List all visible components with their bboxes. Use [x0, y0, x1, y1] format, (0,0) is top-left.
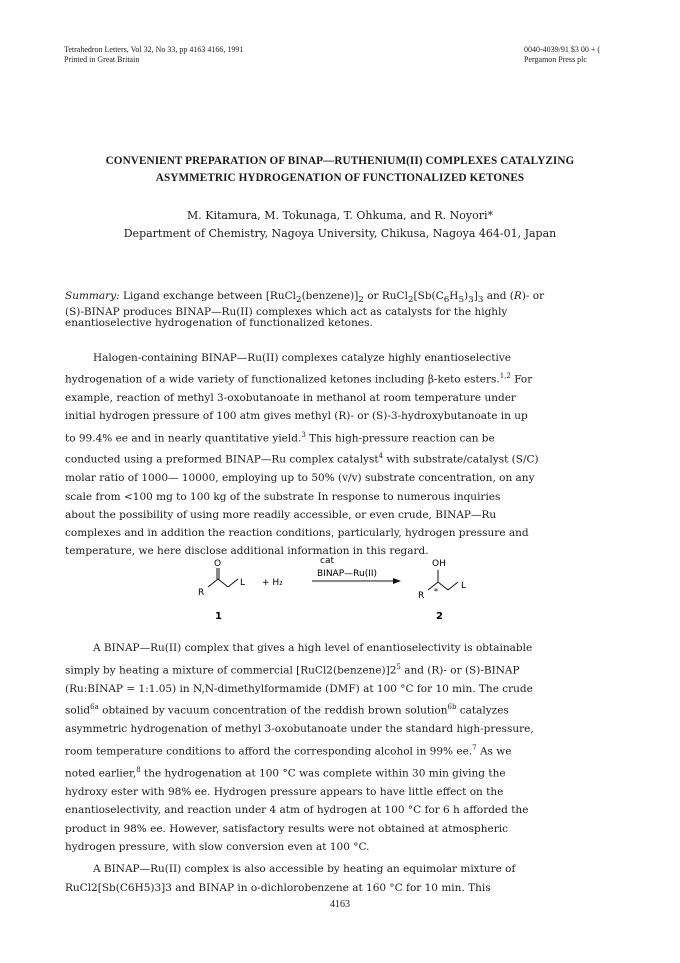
- paragraph-line: A BINAP—Ru(II) complex that gives a high level of enantioselectivity is obtainable: [93, 642, 533, 654]
- paragraph-line: enantioselectivity, and reaction under 4 atm of hydrogen at 100 °C for 6 h afforded the: [65, 804, 529, 816]
- citation-line: Tetrahedron Letters, Vol 32, No 33, pp 4163 4166, 1991: [64, 45, 244, 54]
- summary-text: and (: [483, 290, 514, 302]
- reaction-scheme: [190, 543, 520, 623]
- summary-text: )- or: [521, 290, 545, 302]
- author-block: [60, 207, 620, 243]
- paragraph-3: [65, 860, 613, 897]
- ketone-structure: [208, 568, 238, 587]
- publisher-info: [524, 45, 600, 65]
- paragraph-line: noted earlier,$^8$ the hydrogenation at 100 °C was complete within 30 min giving the: [65, 765, 506, 779]
- compound-2-label: 2: [436, 611, 443, 622]
- summary-line-1: Summary: Ligand exchange between $[RuCl_2(benzene)]_2$ or $RuCl_2[Sb(C_6H_5)_3]_3$ and (R)- or: [65, 290, 545, 306]
- summary-text: ]: [473, 290, 478, 302]
- paragraph-line: solid$^{6a}$ obtained by vacuum concentration of the reddish brown solution$^{6b}$ catalyzes: [65, 703, 509, 717]
- paragraph-line: asymmetric hydrogenation of methyl 3-oxobutanoate under the standard high-pressure,: [65, 723, 534, 735]
- summary-text: (benzene)]: [301, 290, 359, 302]
- alcohol-structure: [428, 570, 458, 590]
- paragraph-line: (Ru:BINAP = 1:1.05) in N,N-dimethylformamide (DMF) at 100 °C for 10 min. The crude: [65, 682, 533, 695]
- journal-citation: [64, 45, 243, 65]
- paragraph-line: Halogen-containing BINAP—Ru(II) complexes catalyze highly enantioselective: [93, 352, 511, 364]
- hydrogen-reagent: + H₂: [262, 578, 283, 588]
- summary-text: R: [513, 290, 522, 302]
- paragraph-line: hydroxy ester with 98% ee. Hydrogen pressure appears to have little effect on the: [65, 785, 504, 798]
- summary-line-2: (S)-BINAP produces BINAP—Ru(II) complexes which act as catalysts for the highly: [65, 305, 508, 318]
- paragraph-line: room temperature conditions to afford the corresponding alcohol in 99% ee.$^7$ As we: [65, 743, 512, 757]
- summary-text: or RuCl: [363, 290, 408, 302]
- printed-line: Printed in Great Britain: [64, 55, 140, 64]
- paragraph-2: [65, 639, 613, 857]
- oxygen-label: O: [214, 559, 222, 569]
- hydroxyl-label: OH: [432, 559, 446, 569]
- summary-label: Summary:: [65, 290, 120, 302]
- title-line-1: CONVENIENT PREPARATION OF BINAP—RUTHENIUM(II) COMPLEXES CATALYZING: [105, 155, 575, 167]
- paragraph-line: complexes and in addition the reaction conditions, particularly, hydrogen pressure and: [65, 527, 529, 540]
- paragraph-line: initial hydrogen pressure of 100 atm gives methyl (R)- or (S)-3-hydroxybutanoate in up: [65, 410, 528, 423]
- summary-paragraph: [65, 291, 613, 330]
- paragraph-line: simply by heating a mixture of commercial $[RuCl2(benzene)]2^5$ and (R)- or (S)-BINAP: [65, 662, 520, 676]
- paragraph-line: to 99.4% ee and in nearly quantitative yield.$^3$ This high-pressure reaction can be: [65, 430, 495, 445]
- arrow-head: [393, 578, 401, 584]
- catalyst-name: BINAP—Ru(II): [317, 569, 378, 579]
- paragraph-line: temperature, we here disclose additional information in this regard.: [65, 545, 429, 558]
- paragraph-line: conducted using a preformed BINAP—Ru complex catalyst$^4$ with substrate/catalyst (S/C): [65, 452, 539, 466]
- page-number: 4163: [330, 899, 350, 910]
- l-group-label: L: [240, 578, 246, 588]
- paragraph-line: scale from <100 mg to 100 kg of the substrate In response to numerous inquiries: [65, 490, 501, 503]
- r-group-label: R: [198, 588, 205, 598]
- paragraph-line: hydrogenation of a wide variety of functionalized ketones including β-keto esters.$^{1,2}$ For: [65, 372, 533, 386]
- paragraph-line: A BINAP—Ru(II) complex is also accessible by heating an equimolar mixture of: [93, 863, 516, 875]
- catalyst-cat: cat: [320, 556, 334, 566]
- title-line-2: ASYMMETRIC HYDROGENATION OF FUNCTIONALIZED KETONES: [155, 172, 525, 184]
- r-group-label: R: [418, 591, 425, 601]
- l-group-label: L: [461, 581, 467, 591]
- paragraph-line: hydrogen pressure, with slow conversion even at 100 °C.: [65, 841, 370, 853]
- summary-text: [Sb(C: [413, 290, 444, 302]
- publisher-line: Pergamon Press plc: [524, 55, 587, 64]
- summary-text: Ligand exchange between [RuCl: [119, 290, 296, 302]
- author-names: M. Kitamura, M. Tokunaga, T. Ohkuma, and R. Noyori*: [186, 209, 493, 222]
- paragraph-line: product in 98% ee. However, satisfactory results were not obtained at atmospheric: [65, 822, 508, 835]
- stereocenter-star: *: [434, 587, 438, 596]
- paragraph-line: RuCl2[Sb(C6H5)3]3 and BINAP in o-dichlorobenzene at 160 °C for 10 min. This: [65, 881, 491, 894]
- paragraph-1: [65, 349, 613, 561]
- paragraph-line: molar ratio of 1000— 10000, employing up to 50% (v/v) substrate concentration, on any: [65, 472, 535, 485]
- paragraph-line: about the possibility of using more readily accessible, or even crude, BINAP—Ru: [65, 508, 497, 521]
- summary-text: ): [464, 290, 469, 302]
- paragraph-line: example, reaction of methyl 3-oxobutanoate in methanol at room temperature under: [65, 392, 516, 405]
- paper-title: [60, 153, 620, 187]
- summary-text: H: [449, 290, 459, 302]
- compound-1-label: 1: [215, 611, 222, 622]
- price-line: 0040-4039/91 $3 00 + (: [524, 45, 601, 54]
- summary-line-3: enantioselective hydrogenation of functionalized ketones.: [65, 317, 373, 330]
- author-affiliation: Department of Chemistry, Nagoya University, Chikusa, Nagoya 464-01, Japan: [123, 227, 557, 240]
